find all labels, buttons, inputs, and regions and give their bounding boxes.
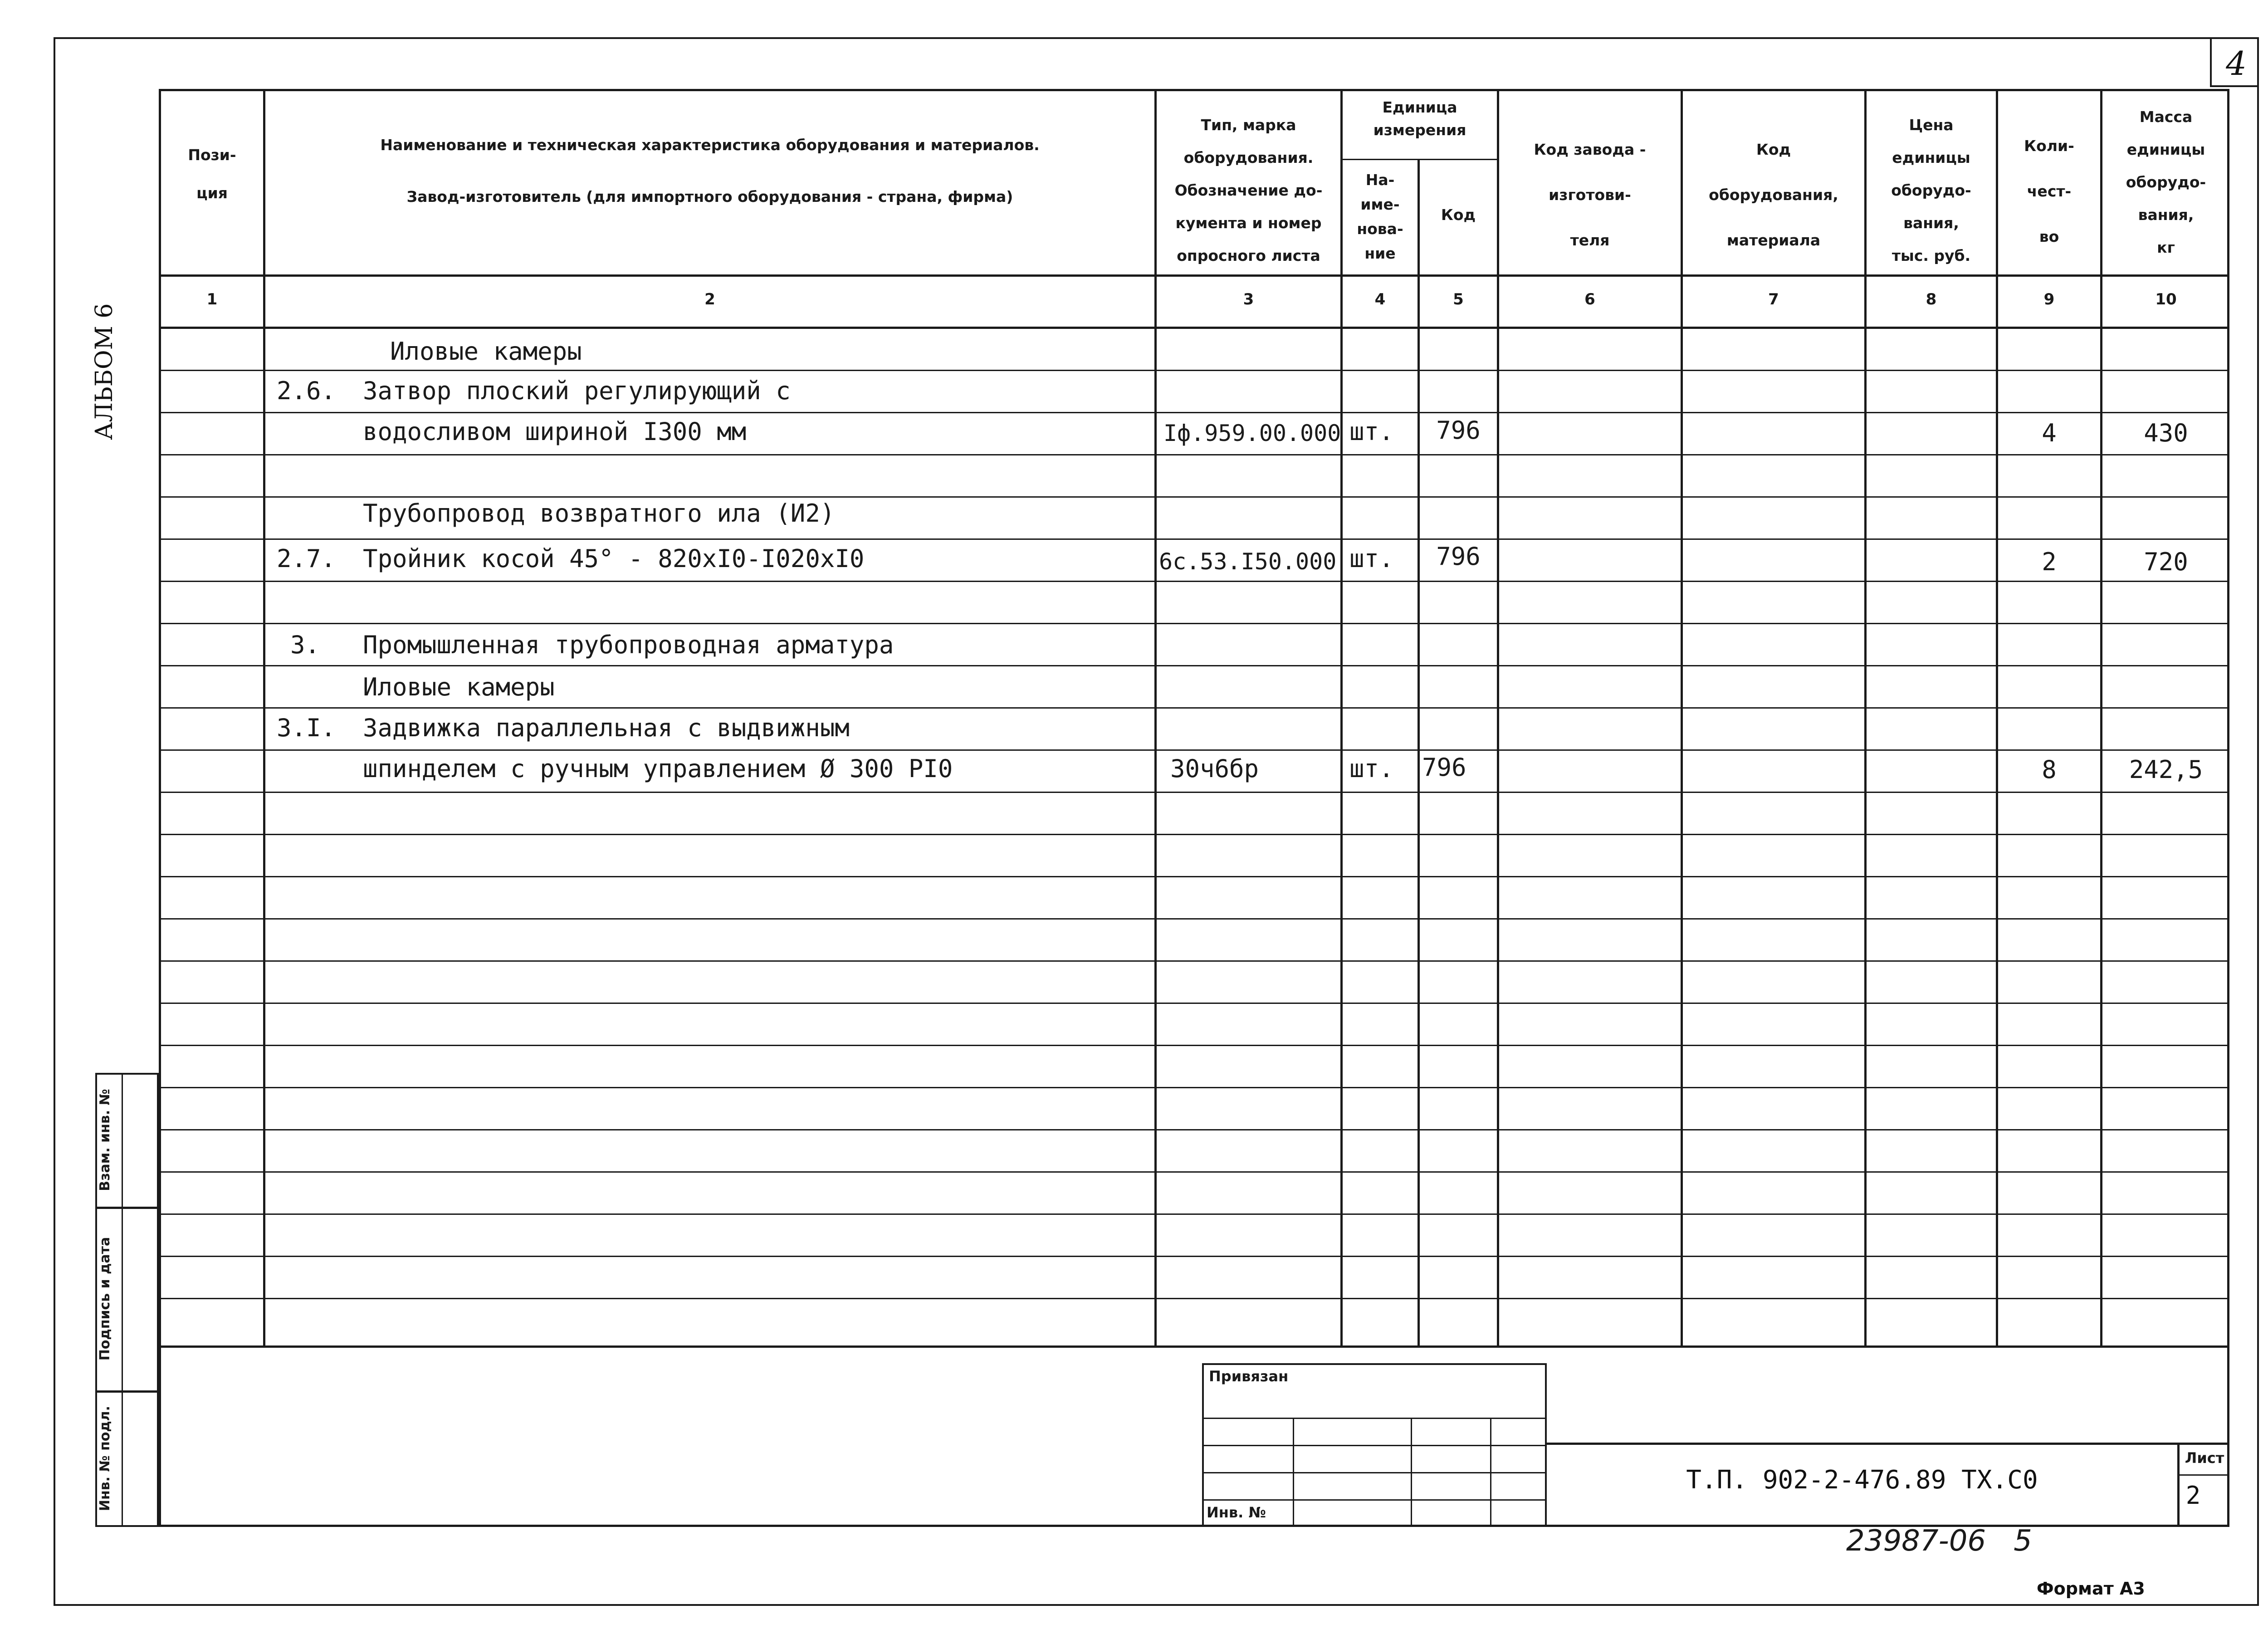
row-line — [159, 1171, 2229, 1173]
row-line — [159, 749, 2229, 751]
row-line — [159, 496, 2229, 498]
side-inv-podl: Инв. № подл. — [97, 1405, 113, 1512]
header-unit-name: На- име- нова- ние — [1357, 171, 1403, 262]
stamp-line — [1202, 1418, 1547, 1419]
header-unit-group: Единица измерения — [1373, 98, 1466, 139]
sheet-line — [2177, 1474, 2229, 1476]
col-line — [1418, 159, 1420, 1348]
row-line — [159, 412, 2229, 413]
side-stamp-col — [122, 1073, 123, 1527]
stamp-col — [1411, 1418, 1412, 1527]
row-line — [159, 581, 2229, 582]
row-line — [159, 1129, 2229, 1130]
side-inv-vzam: Взам. инв. № — [97, 1089, 113, 1191]
row-line — [159, 370, 2229, 371]
row-type: 30ч6бр — [1170, 754, 1259, 783]
privyazan-label: Привязан — [1209, 1368, 1289, 1385]
row-name: Затвор плоский регулирующий с — [363, 377, 791, 405]
row-unit: шт. — [1349, 417, 1394, 446]
col-line — [1497, 89, 1499, 1348]
row-line — [159, 454, 2229, 455]
column-number: 3 — [1243, 290, 1254, 308]
row-code: 796 — [1436, 542, 1481, 571]
col-line — [1681, 89, 1683, 1348]
stamp-col — [1490, 1418, 1491, 1527]
col-line — [1154, 89, 1157, 1348]
header-name-line2: Завод-изготовитель (для импортного оборудования - страна, фирма) — [406, 188, 1013, 205]
row-line — [159, 1256, 2229, 1257]
row-line — [159, 665, 2229, 666]
header-type: Тип, марка оборудования. Обозначение до- кумента и номер опросного листа — [1174, 116, 1323, 264]
unit-group-line — [1340, 159, 1497, 160]
row-quantity: 8 — [2042, 755, 2057, 784]
row-position: 3. — [290, 631, 320, 659]
row-line — [159, 960, 2229, 962]
col-line — [263, 89, 265, 1348]
header-factory-code: Код завода - изготови- теля — [1534, 141, 1646, 249]
stamp-col — [1293, 1418, 1294, 1527]
column-number: 9 — [2043, 290, 2055, 308]
title-block-area — [159, 1345, 2229, 1527]
header-quantity: Коли- чест- во — [2024, 137, 2074, 245]
row-type: Iф.959.00.000 — [1163, 420, 1341, 446]
header-unit-code: Код — [1441, 206, 1476, 224]
col-line — [1996, 89, 1998, 1348]
row-line — [159, 1087, 2229, 1088]
row-line — [159, 792, 2229, 793]
row-name: Тройник косой 45° - 820xI0-I020xI0 — [363, 544, 865, 573]
sheet-label: Лист — [2185, 1449, 2224, 1467]
header-name-line1: Наименование и техническая характеристика оборудования и материалов. — [380, 136, 1040, 154]
row-quantity: 4 — [2042, 419, 2057, 447]
row-line — [159, 1298, 2229, 1299]
column-numbers-bottom-line — [159, 327, 2229, 329]
row-name: Иловые камеры — [390, 337, 582, 366]
row-position: 2.7. — [277, 544, 336, 573]
column-number: 10 — [2155, 290, 2177, 308]
row-type: 6с.53.I50.000 — [1159, 548, 1337, 575]
album-label: АЛЬБОМ 6 — [91, 303, 118, 440]
column-number: 6 — [1584, 290, 1595, 308]
row-line — [159, 1213, 2229, 1215]
row-position: 2.6. — [277, 377, 336, 405]
sheet-number: 2 — [2185, 1481, 2201, 1510]
row-quantity: 2 — [2042, 548, 2057, 576]
row-unit: шт. — [1349, 544, 1394, 573]
stamp-line — [1202, 1445, 1547, 1446]
row-line — [159, 538, 2229, 540]
row-code: 796 — [1422, 753, 1466, 782]
column-number: 2 — [704, 290, 715, 308]
row-name: водосливом шириной I300 мм — [363, 417, 747, 446]
row-code: 796 — [1436, 416, 1481, 445]
row-mass: 720 — [2144, 548, 2188, 576]
col-line — [1340, 89, 1343, 1348]
row-line — [159, 834, 2229, 835]
row-name: Трубопровод возвратного ила (И2) — [363, 499, 835, 528]
doc-code: Т.П. 902-2-476.89 ТХ.С0 — [1686, 1465, 2038, 1495]
row-name: Иловые камеры — [363, 673, 555, 701]
side-stamp-divider — [95, 1207, 159, 1209]
header-price: Цена единицы оборудо- вания, тыс. руб. — [1891, 116, 1971, 264]
title-block-top — [1547, 1443, 2229, 1445]
header-position: Пози- ция — [188, 146, 236, 202]
row-line — [159, 623, 2229, 624]
column-number: 5 — [1453, 290, 1464, 308]
stamp-line — [1202, 1472, 1547, 1473]
row-mass: 430 — [2144, 419, 2188, 447]
header-bottom-line — [159, 274, 2229, 277]
row-mass: 242,5 — [2129, 755, 2203, 784]
column-number: 4 — [1374, 290, 1386, 308]
inv-no-label: Инв. № — [1207, 1504, 1266, 1521]
row-name: шпинделем с ручным управлением Ø 300 PI0 — [363, 754, 953, 783]
column-number: 1 — [206, 290, 218, 308]
row-line — [159, 876, 2229, 877]
stamp-line — [1202, 1499, 1547, 1501]
row-name: Промышленная трубопроводная арматура — [363, 631, 894, 659]
header-mass: Масса единицы оборудо- вания, кг — [2126, 108, 2206, 256]
row-name: Задвижка параллельная с выдвижным — [363, 714, 850, 742]
row-line — [159, 1003, 2229, 1004]
row-position: 3.I. — [277, 714, 336, 742]
page-number: 4 — [2226, 44, 2247, 83]
col-line — [1864, 89, 1867, 1348]
row-line — [159, 707, 2229, 709]
row-unit: шт. — [1349, 754, 1394, 783]
side-signature-date: Подпись и дата — [97, 1237, 113, 1361]
column-number: 7 — [1768, 290, 1779, 308]
format-label: Формат А3 — [2037, 1579, 2145, 1599]
row-line — [159, 1045, 2229, 1046]
row-line — [159, 918, 2229, 920]
col-line — [2100, 89, 2102, 1348]
handwritten-number: 23987-06 5 — [1846, 1524, 2032, 1558]
column-number: 8 — [1926, 290, 1937, 308]
header-equipment-code: Код оборудования, материала — [1709, 141, 1838, 249]
